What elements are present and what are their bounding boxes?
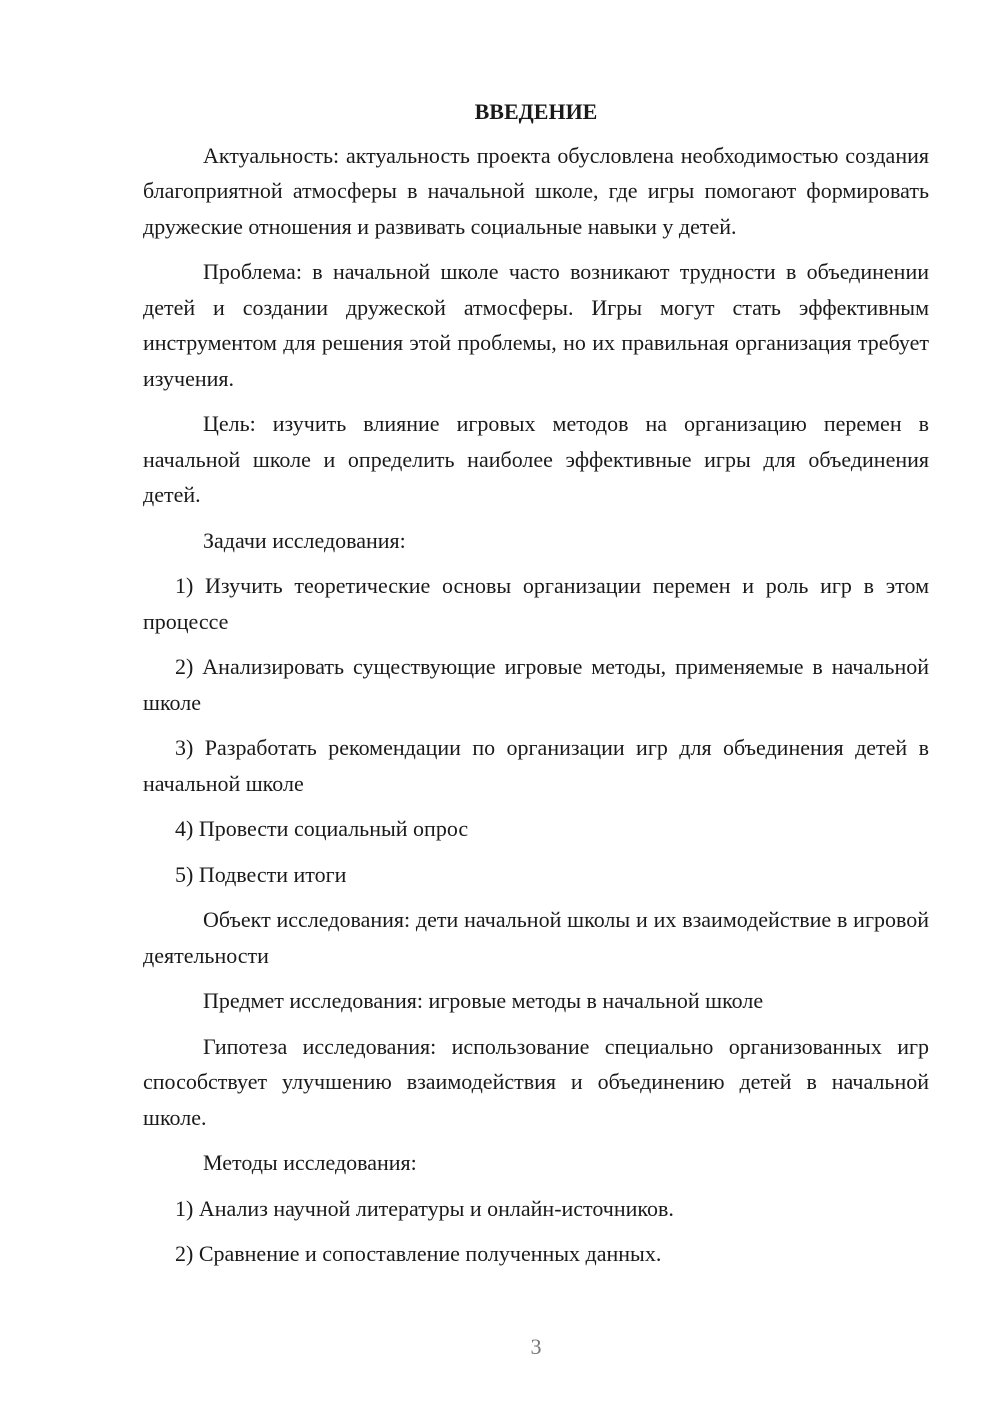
- tasks-heading: Задачи исследования:: [203, 527, 406, 553]
- paragraph-goal: Цель: изучить влияние игровых методов на организацию перемен в начальной школе и определить наиболее эффективные игры для объединения детей.: [143, 411, 929, 507]
- method-item-1: 1) Анализ научной литературы и онлайн-источников.: [175, 1195, 674, 1221]
- task-item-3: 3) Разработать рекомендации по организации игр для объединения детей в начальной школе: [143, 735, 929, 796]
- paragraph-relevance: Актуальность: актуальность проекта обусловлена необходимостью создания благоприятной атмосферы в начальной школе, где игры помогают формировать дружеские отношения и развивать социальные навыки у детей.: [143, 142, 929, 239]
- page-number: 3: [530, 1334, 542, 1359]
- paragraph-object: Объект исследования: дети начальной школы и их взаимодействие в игровой деятельности: [143, 907, 929, 968]
- task-item-4: 4) Провести социальный опрос: [175, 816, 469, 841]
- paragraph-hypothesis: Гипотеза исследования: использование специально организованных игр способствует улучшению взаимодействия и объединению детей в начальной школе.: [143, 1033, 929, 1130]
- task-item-2: 2) Анализировать существующие игровые методы, применяемые в начальной школе: [143, 654, 929, 715]
- methods-heading: Методы исследования:: [203, 1150, 417, 1175]
- document-page: [143, 94, 929, 1282]
- section-title: ВВЕДЕНИЕ: [474, 99, 598, 124]
- paragraph-subject: Предмет исследования: игровые методы в начальной школе: [203, 988, 764, 1013]
- method-item-2: 2) Сравнение и сопоставление полученных данных.: [175, 1241, 662, 1266]
- task-item-5: 5) Подвести итоги: [175, 861, 347, 887]
- task-item-1: 1) Изучить теоретические основы организации перемен и роль игр в этом процессе: [143, 573, 929, 634]
- paragraph-problem: Проблема: в начальной школе часто возникают трудности в объединении детей и создании дружеской атмосферы. Игры могут стать эффективным инструментом для решения этой проблемы, но их правильная организация требует изучения.: [143, 259, 929, 391]
